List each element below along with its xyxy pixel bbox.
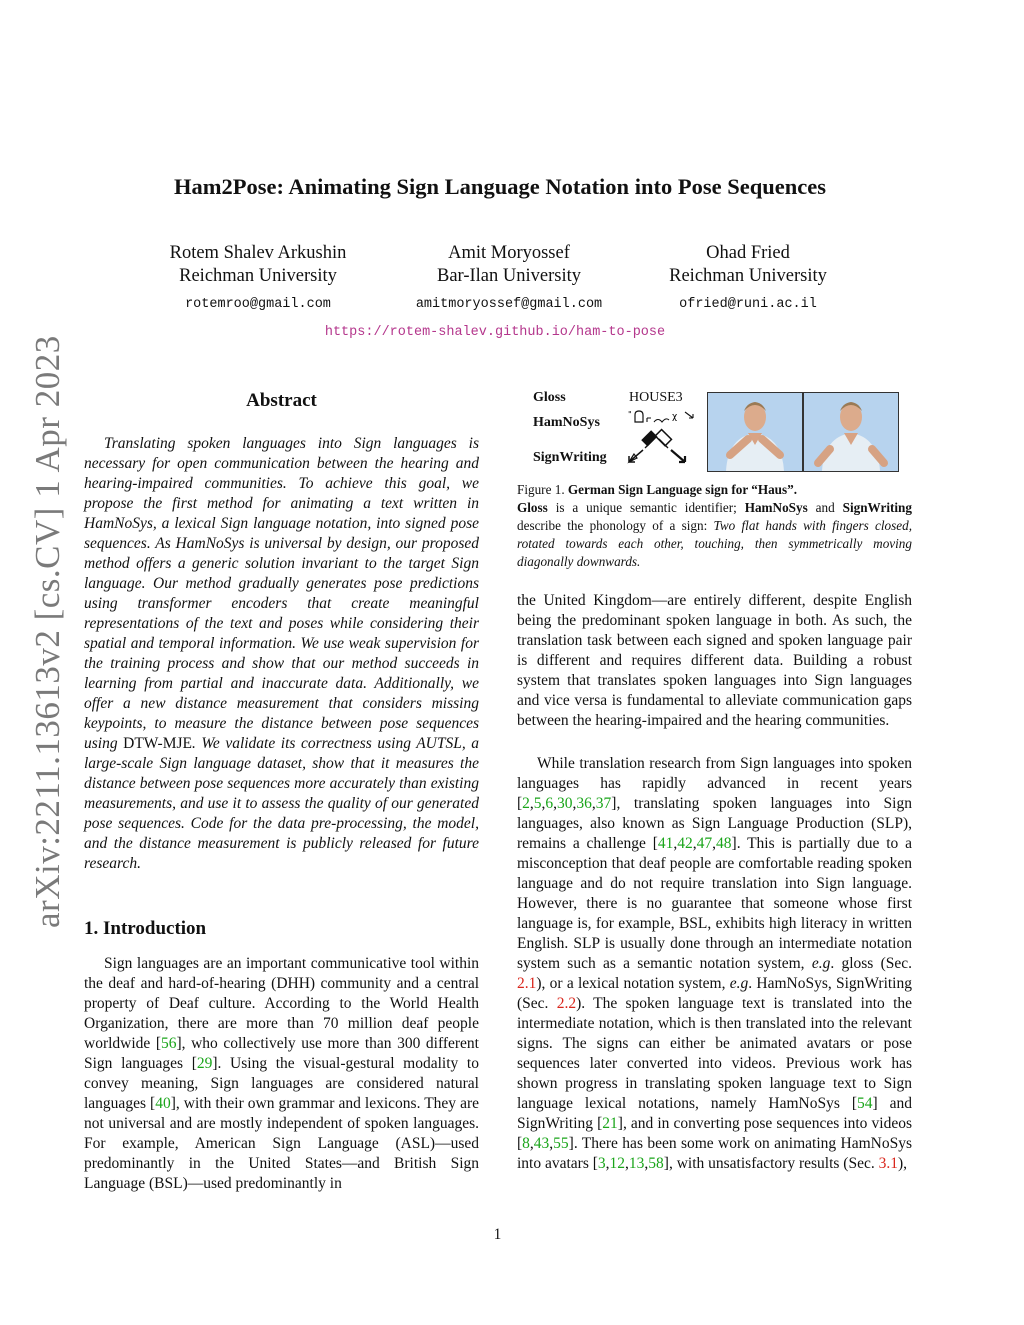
author-3-name: Ohad Fried	[706, 243, 790, 263]
signwriting-notation-icon	[621, 428, 693, 468]
figure-label-gloss: Gloss	[533, 390, 566, 405]
author-2-name: Amit Moryossef	[448, 243, 570, 263]
citation-link[interactable]: 56	[161, 1035, 177, 1052]
svg-text:χ: χ	[672, 412, 678, 422]
section-link[interactable]: 3.1	[878, 1155, 898, 1172]
intro-paragraph-3: While translation research from Sign languages into spoken languages has rapidly advanced in recent years [2,5,6,30,36,37], translating spoken languages into Sign languages, also known as Sign Language Production (SLP), remains a challenge [41,42,47,48]. This is partially due to a misconception that deaf people are comfortable reading spoken language and do not require translation into Sign language. However, there is no guarantee that someone whose first language is, for example, BSL, exhibits high literacy in written English. SLP is usually done through an intermediate notation system such as a semantic notation system, e.g. gloss (Sec. 2.1), or a lexical notation system, e.g. HamNoSys, SignWriting (Sec. 2.2). The spoken language text is translated into the intermediate notation, which is then translated into the relevant signs. The signs can either be animated avatars or pose sequences later converted into videos. Previous work has shown progress in translating spoken language text to Sign language lexical notations, namely HamNoSys [54] and SignWriting [21], and in converting pose sequences into videos [8,43,55]. There has been some work on animating HamNoSys into avatars [3,12,13,58], with unsatisfactory results (Sec. 3.1),	[517, 755, 913, 1172]
citation-link[interactable]: 2	[522, 795, 530, 812]
author-2	[379, 242, 639, 316]
citation-link[interactable]: 40	[155, 1095, 171, 1112]
hamnosys-notation-icon	[627, 408, 699, 428]
author-1	[128, 242, 388, 316]
signer-image-2	[804, 393, 898, 471]
intro-paragraph-2: the United Kingdom—are entirely different, despite English being the predominant spoken language in both. As such, the translation task between each signed and spoken language pair is different and requires different data. Building a robust system that translates spoken languages into Sign languages and vice versa is fundamental to alleviate communication gaps between the hearing-impaired and the hearing communities.	[517, 592, 912, 729]
author-1-email[interactable]: rotemroo@gmail.com	[185, 297, 331, 312]
figure-gloss-value: HOUSE3	[629, 390, 683, 405]
citation-link[interactable]: 21	[602, 1115, 618, 1132]
citation-link[interactable]: 41	[657, 835, 674, 852]
citation-link[interactable]: 5	[533, 795, 542, 812]
author-3-email[interactable]: ofried@runi.ac.il	[679, 297, 817, 312]
arxiv-identifier: arXiv:2211.13613v2 [cs.CV] 1 Apr 2023	[28, 335, 67, 928]
author-1-affiliation: Reichman University	[179, 266, 337, 286]
citation-link[interactable]: 8	[522, 1135, 530, 1152]
figure-label-hamnosys: HamNoSys	[533, 415, 600, 430]
citation-link[interactable]: 30	[557, 795, 573, 812]
citation-link[interactable]: 36	[576, 795, 592, 812]
citation-link[interactable]: 58	[648, 1155, 664, 1172]
section-link[interactable]: 2.2	[556, 995, 577, 1012]
author-2-email[interactable]: amitmoryossef@gmail.com	[415, 297, 603, 312]
citation-link[interactable]: 12	[609, 1155, 626, 1172]
citation-link[interactable]: 29	[196, 1055, 213, 1072]
author-3	[618, 242, 878, 316]
citation-link[interactable]: 37	[595, 795, 612, 812]
introduction-heading: 1. Introduction	[84, 918, 207, 939]
citation-link[interactable]: 55	[553, 1135, 569, 1152]
author-1-name: Rotem Shalev Arkushin	[169, 243, 347, 263]
page-number: 1	[493, 1226, 502, 1243]
author-2-affiliation: Bar-Ilan University	[437, 266, 581, 286]
abstract-text: Translating spoken languages into Sign languages is necessary for open communication between the hearing and hearing-impaired communities. To achieve this goal, we propose the first method for animating a text written in HamNoSys, a lexical Sign language notation, into signed pose sequences. As HamNoSys is universal by design, our proposed method offers a generic solution invariant to the target Sign language. Our method gradually generates pose predictions using transformer encoders that create meaningful representations of the text and poses while considering their spatial and temporal information. We use weak supervision for the training process and show that our method succeeds in learning from partial and inaccurate data. Additionally, we offer a new distance measurement that considers missing keypoints, to measure the distance between pose sequences using DTW-MJE. We validate its correctness using AUTSL, a large-scale Sign language dataset, show that it measures the distance between pose sequences more accurately than existing measurements, and use it to assess the quality of our generated pose sequences. Code for the data pre-processing, the model, and the distance measurement is publicly released for future research.	[84, 435, 480, 872]
citation-link[interactable]: 6	[545, 795, 554, 812]
citation-link[interactable]: 42	[677, 835, 693, 852]
citation-link[interactable]: 48	[716, 835, 732, 852]
intro-paragraph-1: Sign languages are an important communicative tool within the deaf and hard-of-hearing (DHH) community and a central property of Deaf culture. According to the World Health Organization, there are more than 70 million deaf people worldwide [56], who collectively use more than 300 different Sign languages [29]. Using the visual-gestural modality to convey meaning, Sign languages are considered natural languages [40], with their own grammar and lexicons. They are not universal and are mostly independent of spoken languages. For example, American Sign Language (ASL)—used predominantly in the United States—and British Sign Language (BSL)—used predominantly in	[84, 955, 479, 1192]
citation-link[interactable]: 54	[857, 1095, 873, 1112]
project-url[interactable]: https://rotem-shalev.github.io/ham-to-pose	[324, 325, 666, 340]
figure-label-signwriting: SignWriting	[533, 450, 607, 465]
sign-photo-2	[803, 392, 899, 472]
citation-link[interactable]: 43	[533, 1135, 550, 1152]
abstract-heading: Abstract	[246, 390, 317, 411]
author-3-affiliation: Reichman University	[669, 266, 827, 286]
sign-photo-1	[707, 392, 803, 472]
svg-text:": "	[628, 410, 632, 419]
citation-link[interactable]: 3	[597, 1155, 606, 1172]
citation-link[interactable]: 13	[628, 1155, 645, 1172]
figure-caption: Figure 1. German Sign Language sign for “Haus”. Gloss is a unique semantic identifier; HamNoSys and SignWriting describe the phonology of a sign: Two flat hands with fingers closed, rotated towards each other, touching, then symmetrically moving diagonally downwards.	[517, 482, 912, 569]
dtw-mje-term: DTW-MJE	[123, 735, 193, 752]
paper-title: Ham2Pose: Animating Sign Language Notation into Pose Sequences	[174, 174, 826, 199]
citation-link[interactable]: 47	[696, 835, 713, 852]
section-link[interactable]: 2.1	[517, 975, 537, 992]
signer-image-1	[708, 393, 802, 471]
